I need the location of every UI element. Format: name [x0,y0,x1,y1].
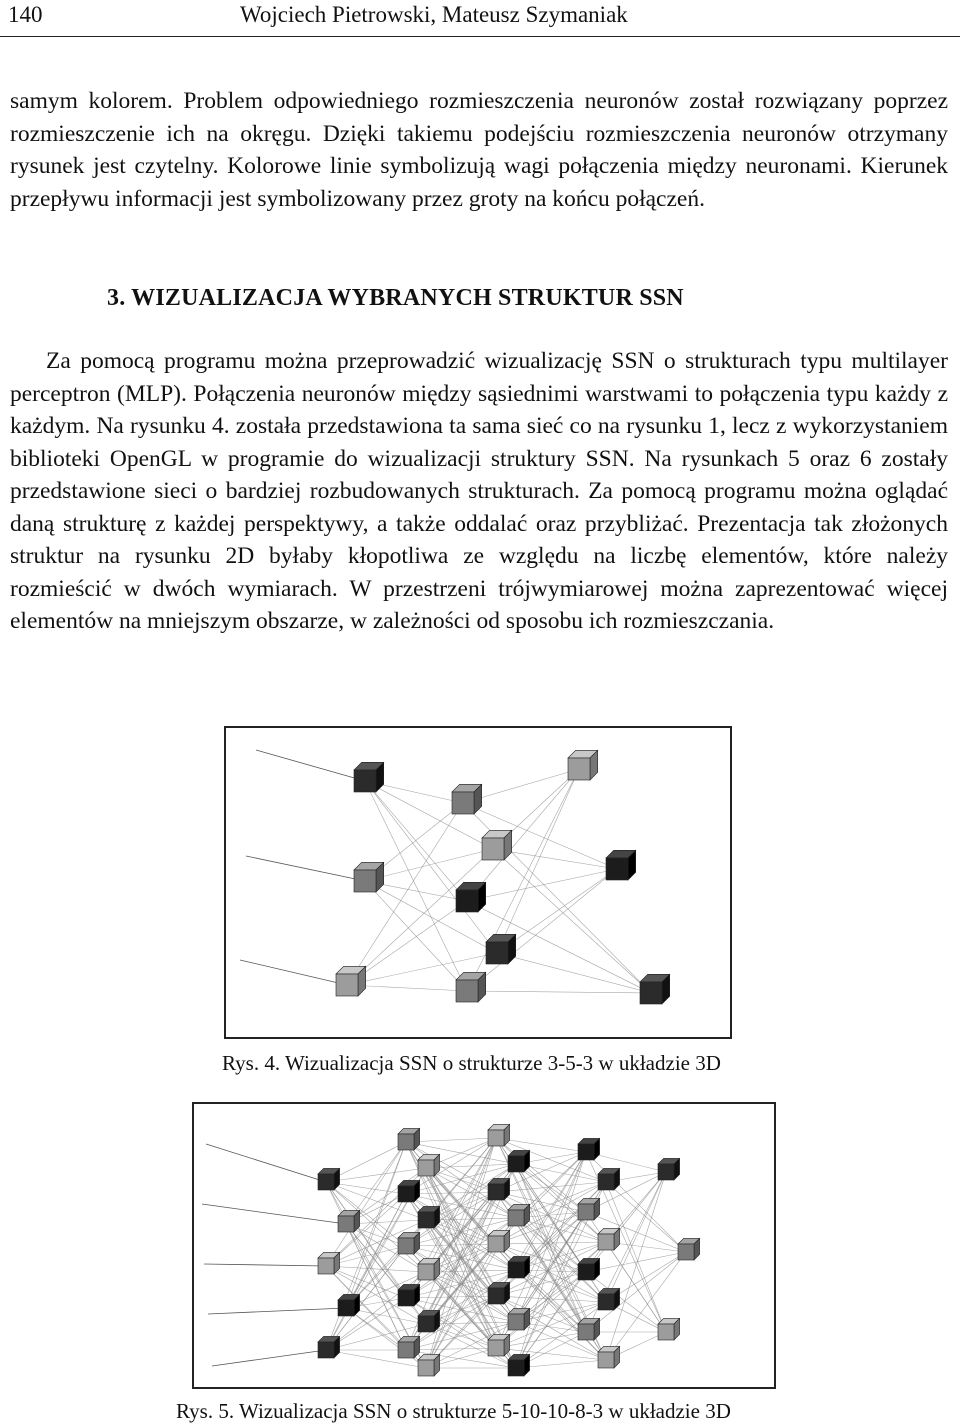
neuron-l2-2 [482,830,512,860]
connection-line [365,849,493,881]
neuron-l2-3 [456,882,486,912]
connection-line [326,1266,406,1298]
neuron-l3-7 [488,1282,510,1304]
neuron-l4-3 [578,1198,600,1220]
neuron-l4-8 [598,1346,620,1368]
neuron-l2-8 [418,1310,440,1332]
connection-line [365,881,467,991]
neuron-l3-3 [488,1178,510,1200]
connection-line [497,953,651,993]
page-number: 140 [8,2,43,27]
connection-line [467,769,579,991]
neuron-l2-1 [452,784,482,814]
neuron-l4-6 [598,1288,620,1310]
neuron-l1-1 [318,1168,340,1190]
neuron-l3-10 [508,1354,530,1376]
connection-line [467,991,651,993]
neuron-l3-6 [508,1256,530,1278]
input-line [208,1308,346,1314]
neuron-l3-2 [508,1150,530,1172]
input-line [204,1264,326,1266]
neuron-l3-1 [488,1124,510,1146]
neuron-l2-3 [398,1180,420,1202]
connection-line [467,769,579,901]
neuron-l2-10 [418,1354,440,1376]
neuron-l3-2 [606,850,636,880]
input-line [206,1144,326,1182]
connection-line [326,1168,426,1182]
figure-5-network-3d [192,1102,776,1389]
running-head-authors: Wojciech Pietrowski, Mateusz Szymaniak [240,2,628,27]
connection-line [496,1242,606,1244]
neuron-l4-5 [578,1258,600,1280]
input-line [240,960,347,985]
neuron-l1-1 [354,762,384,792]
figure-4-connections [240,750,651,993]
neuron-l2-7 [398,1284,420,1306]
paragraph-continued: samym kolorem. Problem odpowiedniego rozmieszczenia neuronów został rozwiązany poprzez rozmieszczenie ich na okręgu. Dzięki takiemu podejściu rozmieszczenia neuronów otrzymany rysunek jest czytelny. Kolorowe linie symbolizują wagi połączenia między neuronami. Kierunek przepływu informacji jest symbolizowany przez groty na końcu połączeń. [10,88,948,212]
neuron-l3-9 [488,1334,510,1356]
neuron-l3-5 [488,1230,510,1252]
input-line [246,856,365,881]
neuron-l1-2 [338,1210,360,1232]
figure-5-caption: Rys. 5. Wizualizacja SSN o strukturze 5-10-10-8-3 w układzie 3D [176,1399,731,1423]
neuron-l2-2 [418,1154,440,1176]
figure-4-network-3d [224,726,732,1039]
neuron-l5-3 [658,1318,680,1340]
neuron-l2-5 [398,1232,420,1254]
neuron-l2-4 [418,1206,440,1228]
connection-line [347,803,463,985]
neuron-l1-4 [338,1294,360,1316]
connection-line [326,1266,426,1272]
neuron-l4-4 [598,1228,620,1250]
neuron-l3-8 [508,1308,530,1330]
neuron-l3-4 [508,1204,530,1226]
neuron-l1-2 [354,862,384,892]
input-line [256,750,365,781]
neuron-l1-3 [318,1252,340,1274]
section-heading: 3. WIZUALIZACJA WYBRANYCH STRUKTUR SSN [107,285,684,311]
connection-line [467,869,617,991]
neuron-l2-9 [398,1336,420,1358]
neuron-l2-6 [418,1258,440,1280]
connection-line [606,1242,666,1332]
figure-4-caption: Rys. 4. Wizualizacja SSN o strukturze 3-5-3 w układzie 3D [222,1051,721,1075]
figure-4-svg [226,728,730,1037]
input-line [202,1204,346,1224]
neuron-l1-3 [336,966,366,996]
neuron-l3-1 [568,750,598,780]
input-line [212,1350,326,1366]
neuron-l2-5 [456,972,486,1002]
connection-line [516,1152,586,1322]
neuron-l4-1 [578,1138,600,1160]
neuron-l3-3 [640,974,670,1004]
neuron-l1-5 [318,1336,340,1358]
neuron-l4-7 [578,1318,600,1340]
neuron-l2-4 [486,934,516,964]
neuron-l5-2 [678,1238,700,1260]
neuron-l4-2 [598,1168,620,1190]
figure-5-svg [194,1104,774,1387]
neuron-l5-1 [658,1158,680,1180]
running-header [0,0,960,37]
paragraph-section-3: Za pomocą programu można przeprowadzić wizualizację SSN o strukturach typu multilayer perceptron (MLP). Połączenia neuronów między sąsiednimi warstwami to połączenia typu każdy z każdym. Na rysunku 4. została przedstawiona ta sama sieć co na rysunku 1, lecz z wykorzystaniem biblioteki OpenGL w programie do wizualizacji struktury SSN. Na rysunkach 5 oraz 6 zostały przedstawione sieci o bardziej rozbudowanych strukturach. Za pomocą programu można oglądać daną strukturę z każdej perspektywy, a także oddalać oraz przybliżać. Prezentacja tak złożonych struktur na rysunku 2D byłaby kłopotliwa ze względu na liczbę elementów, które należy rozmieścić w dwóch wymiarach. W przestrzeni trójwymiarowej można zaprezentować więcej elementów na mniejszym obszarze, w zależności od sposobu ich rozmieszczania. [10,348,948,634]
connection-line [586,1252,686,1272]
neuron-l2-1 [398,1128,420,1150]
